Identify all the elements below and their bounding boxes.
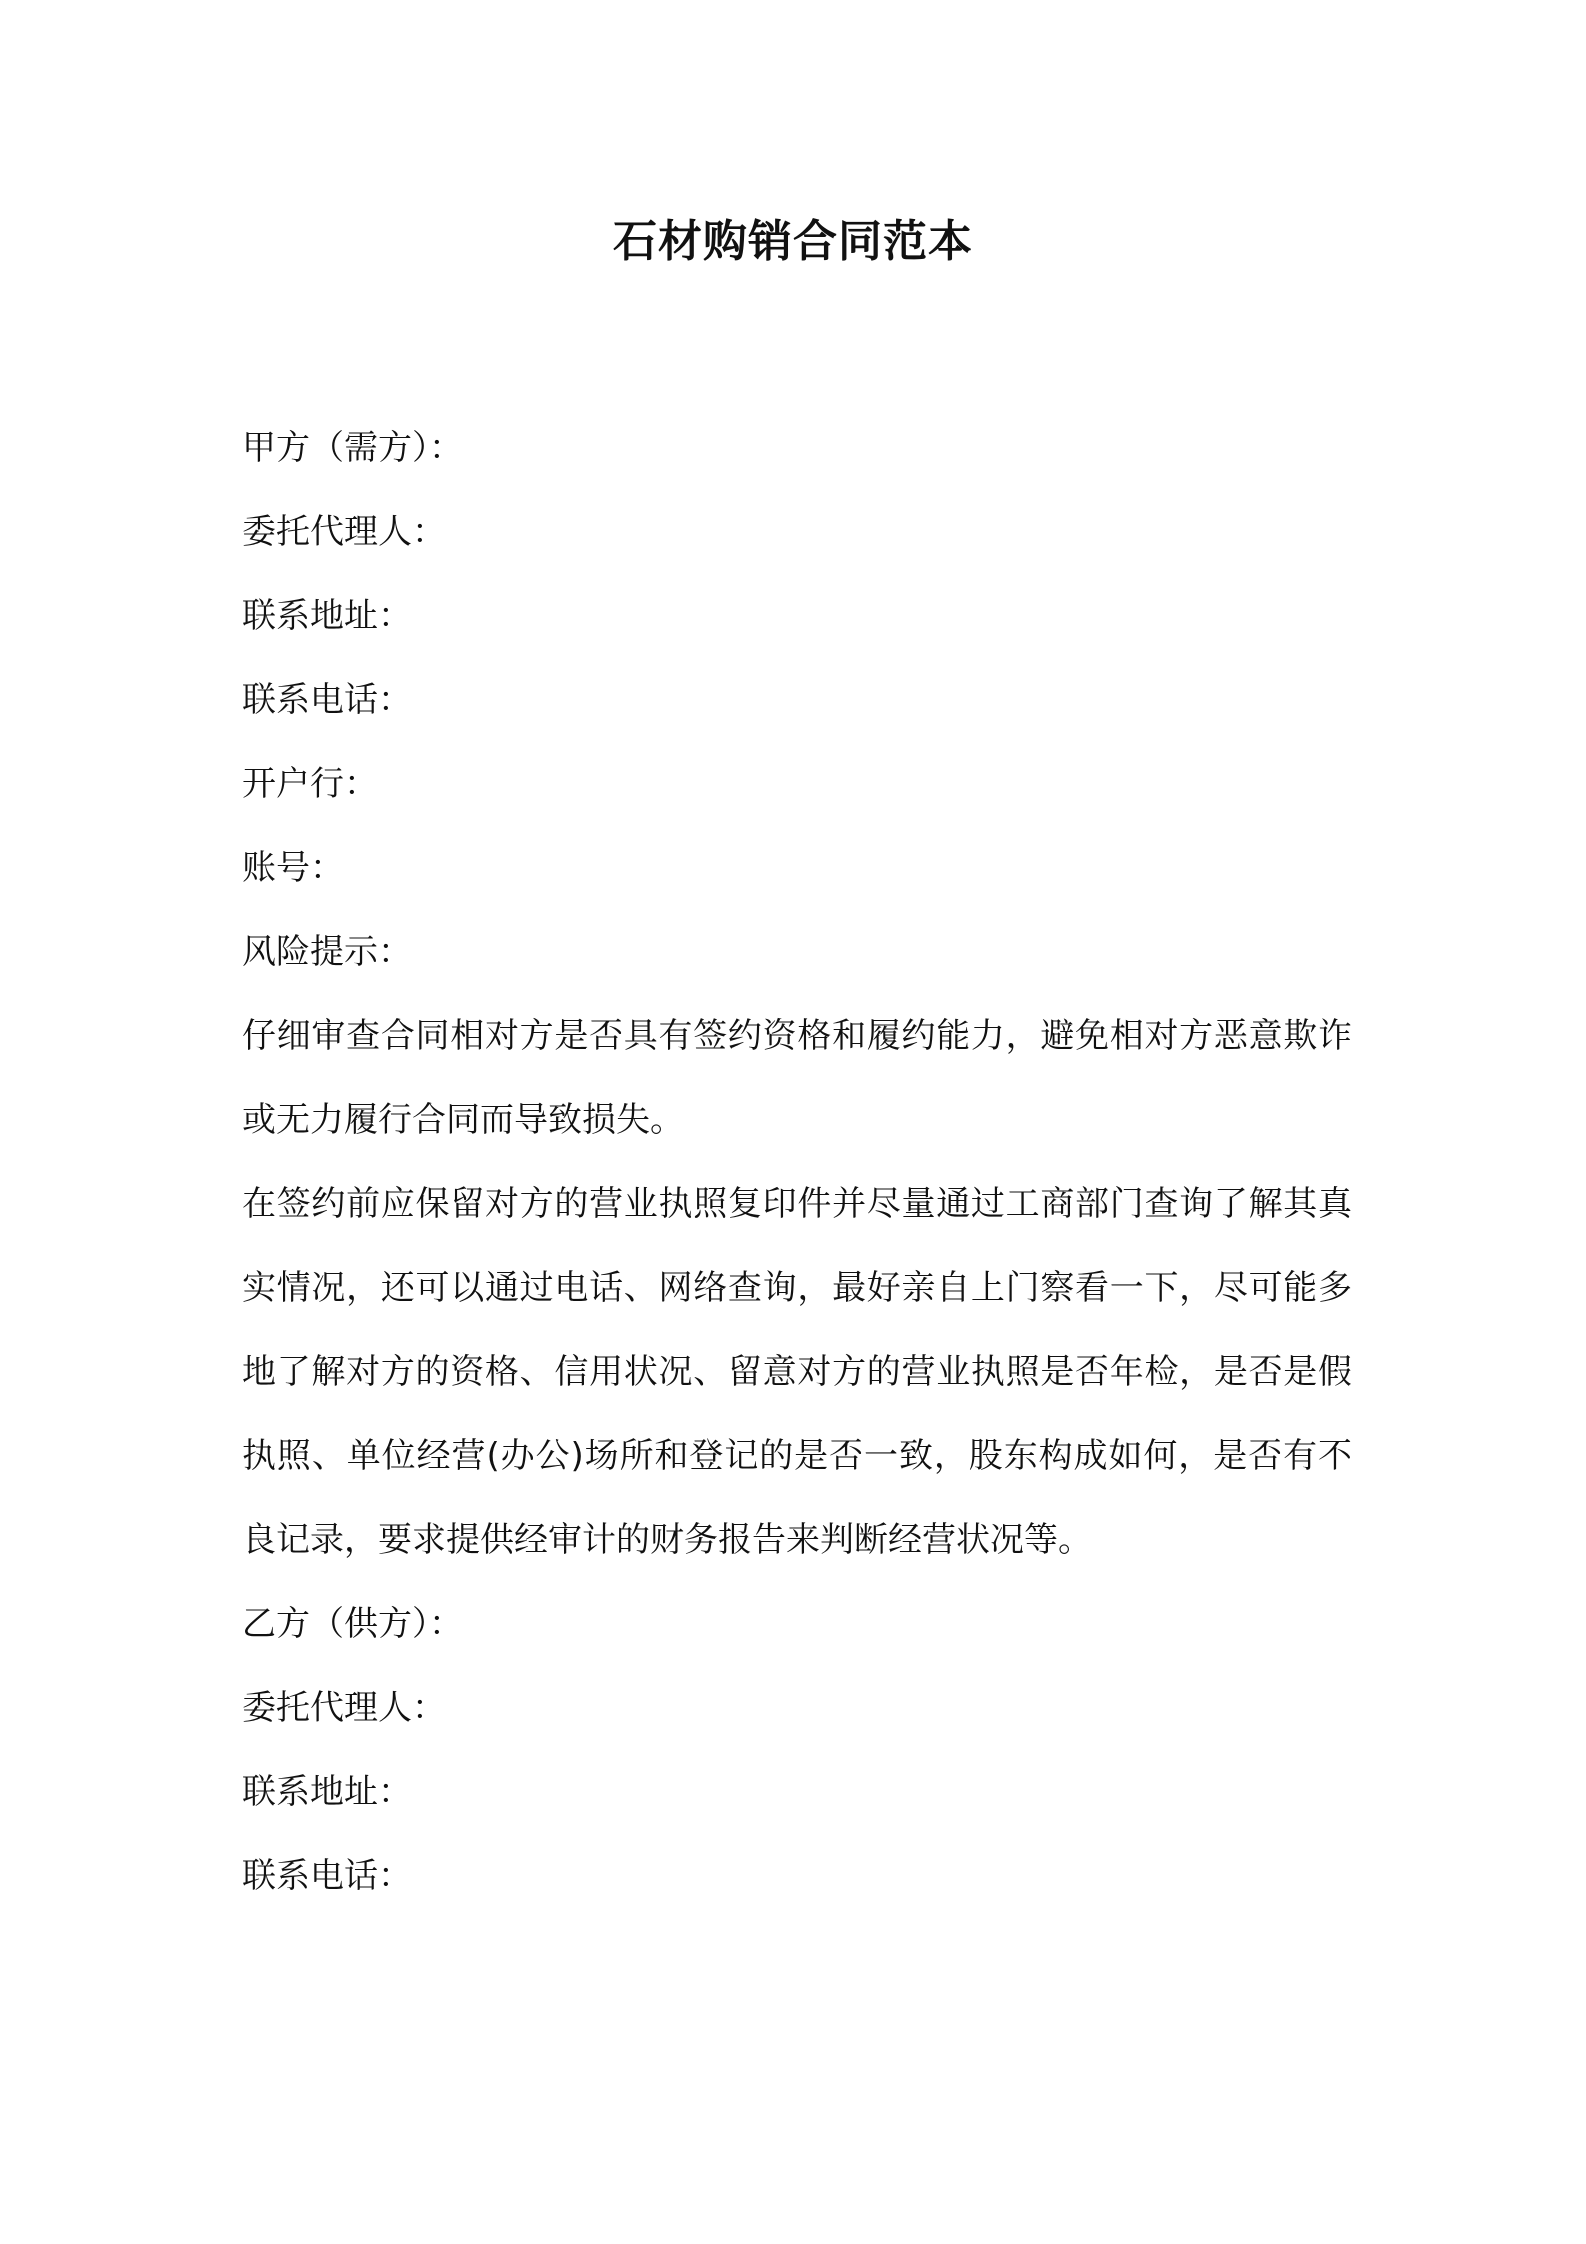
party-b-heading: 乙方（供方）：: [242, 1604, 463, 1644]
party-b-agent: 委托代理人：: [242, 1688, 446, 1728]
party-a-agent: 委托代理人：: [242, 512, 446, 552]
document-body: [242, 406, 1352, 1918]
risk-paragraph-2: 在签约前应保留对方的营业执照复印件并尽量通过工商部门查询了解其真实情况，还可以通过电话、网络查询，最好亲自上门察看一下，尽可能多地了解对方的资格、信用状况、留意对方的营业执照是否年检，是否是假执照、单位经营(办公)场所和登记的是否一致，股东构成如何，是否有不良记录，要求提供经审计的财务报告来判断经营状况等。: [242, 1184, 1352, 1560]
risk-paragraph-1: 仔细审查合同相对方是否具有签约资格和履约能力，避免相对方恶意欺诈或无力履行合同而导致损失。: [242, 1016, 1352, 1140]
party-a-bank: 开户行：: [242, 764, 378, 804]
document-title: 石材购销合同范本: [613, 216, 973, 267]
party-a-account: 账号：: [242, 848, 344, 888]
party-a-phone: 联系电话：: [242, 680, 412, 720]
party-a-heading: 甲方（需方）：: [242, 428, 463, 468]
party-a-address: 联系地址：: [242, 596, 412, 636]
risk-heading: 风险提示：: [242, 932, 412, 972]
party-b-address: 联系地址：: [242, 1772, 412, 1812]
party-b-phone: 联系电话：: [242, 1856, 412, 1896]
